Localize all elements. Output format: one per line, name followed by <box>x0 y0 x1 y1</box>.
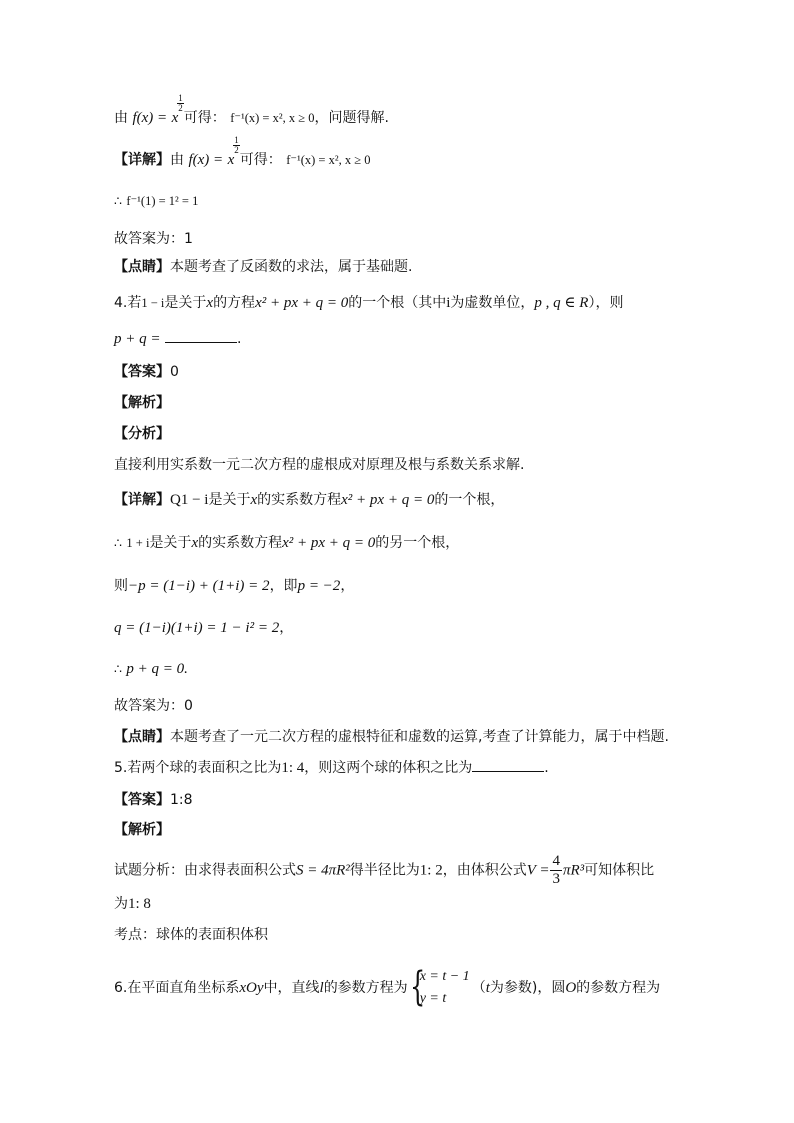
math-var-x: x <box>206 295 214 311</box>
text-fragment: 中，直线 <box>263 980 320 996</box>
math-imag-i: i <box>446 295 451 311</box>
math-finv-eval: f⁻¹(1) = 1² = 1 <box>126 194 199 208</box>
math-half-exponent: $\frac{1}{2}$ <box>234 135 239 155</box>
text-fragment: 的参数方程为 <box>576 980 661 996</box>
math-area-formula: S = 4πR² <box>296 862 350 879</box>
text-fragment: 的方程 <box>213 295 256 311</box>
math-x-base: x <box>227 152 235 168</box>
text-fragment: 的另一个根， <box>375 535 460 551</box>
text-fragment: 为 <box>114 896 128 912</box>
text-line <box>114 424 170 444</box>
text-fragment: 由 <box>114 110 128 126</box>
text-fragment: . <box>236 331 242 347</box>
math-because: Q1 − i <box>170 492 209 508</box>
math-four-thirds: $\frac{4}{3}$ <box>552 853 560 887</box>
therefore-symbol: ∴ <box>114 662 122 676</box>
text-fragment: 的实系数方程 <box>257 492 342 508</box>
text-fragment: 为虚数单位， <box>450 295 535 311</box>
math-var-x: x <box>191 535 199 551</box>
text-fragment: ， <box>340 578 355 594</box>
text-line <box>114 362 179 382</box>
text-fragment: ，即 <box>269 578 298 594</box>
math-fx: f(x) = <box>132 110 168 126</box>
section-tag: 【解析】 <box>114 395 170 411</box>
text-line <box>114 329 241 349</box>
text-fragment: 本题考查了反函数的求法，属于基础题. <box>170 259 413 275</box>
section-tag: 【点睛】 <box>114 259 170 275</box>
therefore-symbol: ∴ <box>114 194 122 208</box>
math-ratio: 1: 8 <box>128 896 151 912</box>
text-line <box>114 925 268 945</box>
math-var-o: O <box>565 980 577 996</box>
text-fragment: 是关于 <box>164 295 207 311</box>
text-fragment: 是关于 <box>149 535 192 551</box>
text-line <box>114 533 459 553</box>
math-xoy: xOy <box>239 980 264 996</box>
question-number: 5. <box>114 760 128 776</box>
text-fragment: ，问题得解. <box>314 110 389 126</box>
text-fragment: ，由体积公式 <box>442 862 527 879</box>
text-fragment: 考点：球体的表面积体积 <box>114 927 268 943</box>
math-p-value: p = −2 <box>297 578 341 594</box>
text-fragment: 本题考查了一元二次方程的虚根特征和虚数的运算,考查了计算能力，属于中档题. <box>170 729 669 745</box>
text-line <box>114 576 354 596</box>
text-line <box>114 229 193 249</box>
text-fragment: 可知体积比 <box>584 862 655 879</box>
text-line <box>114 966 660 1010</box>
math-sum-zero: p + q = 0. <box>126 661 188 677</box>
answer-blank[interactable] <box>472 758 544 772</box>
math-quadratic: x² + px + q = 0 <box>282 535 376 551</box>
text-fragment: ），则 <box>588 295 624 311</box>
text-line <box>114 135 371 170</box>
math-p-plus-q: p + q = <box>114 331 161 347</box>
math-var-l: l <box>319 980 324 996</box>
text-line <box>114 93 389 128</box>
math-fx: f(x) = <box>188 152 224 168</box>
text-fragment: 则 <box>114 578 128 594</box>
therefore-symbol: ∴ <box>114 536 122 550</box>
text-fragment: 若 <box>127 295 142 311</box>
text-fragment: 的实系数方程 <box>198 535 283 551</box>
math-var-x: x <box>250 492 258 508</box>
section-tag: 【答案】 <box>114 792 170 808</box>
text-line <box>114 490 504 510</box>
section-tag: 【分析】 <box>114 426 170 442</box>
text-line <box>114 393 170 413</box>
question-number: 4. <box>114 295 128 311</box>
math-parametric-system: { x = t − 1 y = t <box>409 964 470 1010</box>
math-var-t: t <box>485 980 490 996</box>
text-line <box>114 727 669 747</box>
text-line <box>114 894 151 914</box>
text-fragment: ，则这两个球的体积之比为 <box>304 760 473 776</box>
math-finv: f⁻¹(x) = x², x ≥ 0 <box>286 153 371 167</box>
text-line <box>114 191 198 211</box>
math-x-base: x <box>171 110 179 126</box>
answer-text: 故答案为：0 <box>114 698 193 714</box>
answer-value: 1:8 <box>170 792 193 808</box>
text-fragment: 的一个根， <box>434 492 505 508</box>
text-line <box>114 455 524 475</box>
section-tag: 【解析】 <box>114 822 170 838</box>
text-line <box>114 618 293 638</box>
text-fragment: 的一个根（其中 <box>348 295 447 311</box>
text-fragment: 可得： <box>183 110 226 126</box>
section-tag: 【详解】 <box>114 152 170 168</box>
text-fragment: . <box>544 760 549 776</box>
section-tag: 【详解】 <box>114 492 170 508</box>
text-fragment: ， <box>279 620 294 636</box>
math-q-value: q = (1−i)(1+i) = 1 − i² = 2 <box>114 620 280 636</box>
text-line <box>114 853 654 888</box>
text-fragment: 在平面直角坐标系 <box>127 980 240 996</box>
text-fragment: 是关于 <box>208 492 251 508</box>
question-number: 6. <box>114 980 128 996</box>
text-fragment: 若两个球的表面积之比为 <box>127 760 282 776</box>
text-line <box>114 820 170 840</box>
text-fragment: 为参数)，圆 <box>489 980 566 996</box>
answer-value: 0 <box>170 364 179 380</box>
answer-blank[interactable] <box>165 329 237 343</box>
section-tag: 【答案】 <box>114 364 170 380</box>
math-half-exponent: $\frac{1}{2}$ <box>178 93 183 113</box>
answer-text: 故答案为：1 <box>114 231 193 247</box>
text-fragment: 的参数方程为 <box>323 980 408 996</box>
math-quadratic: x² + px + q = 0 <box>341 492 435 508</box>
math-one-plus-i: 1 + i <box>126 536 150 550</box>
math-neg-p: −p = (1−i) + (1+i) = 2 <box>128 578 270 594</box>
text-fragment: 得半径比为 <box>349 862 420 879</box>
math-finv: f⁻¹(x) = x², x ≥ 0 <box>230 111 315 125</box>
text-line <box>114 790 193 810</box>
section-tag: 【点睛】 <box>114 729 170 745</box>
text-fragment: 试题分析：由求得表面积公式 <box>114 862 296 879</box>
math-vol-lhs: V = <box>526 862 550 879</box>
text-fragment: 由 <box>170 152 184 168</box>
math-pq-real: p , q ∈ R <box>534 295 589 311</box>
math-quadratic: x² + px + q = 0 <box>255 295 349 311</box>
math-vol-rhs: πR³ <box>562 862 585 879</box>
text-line <box>114 293 623 313</box>
text-fragment: （ <box>471 980 486 996</box>
math-ratio: 1: 2 <box>419 862 443 879</box>
text-fragment: 直接利用实系数一元二次方程的虚根成对原理及根与系数关系求解. <box>114 457 525 473</box>
math-one-minus-i: 1 − i <box>141 296 165 310</box>
math-ratio: 1: 4 <box>281 760 305 776</box>
text-line <box>114 257 412 277</box>
text-fragment: 可得： <box>239 152 282 168</box>
text-line <box>114 758 549 778</box>
text-line <box>114 659 188 679</box>
text-line <box>114 696 193 716</box>
